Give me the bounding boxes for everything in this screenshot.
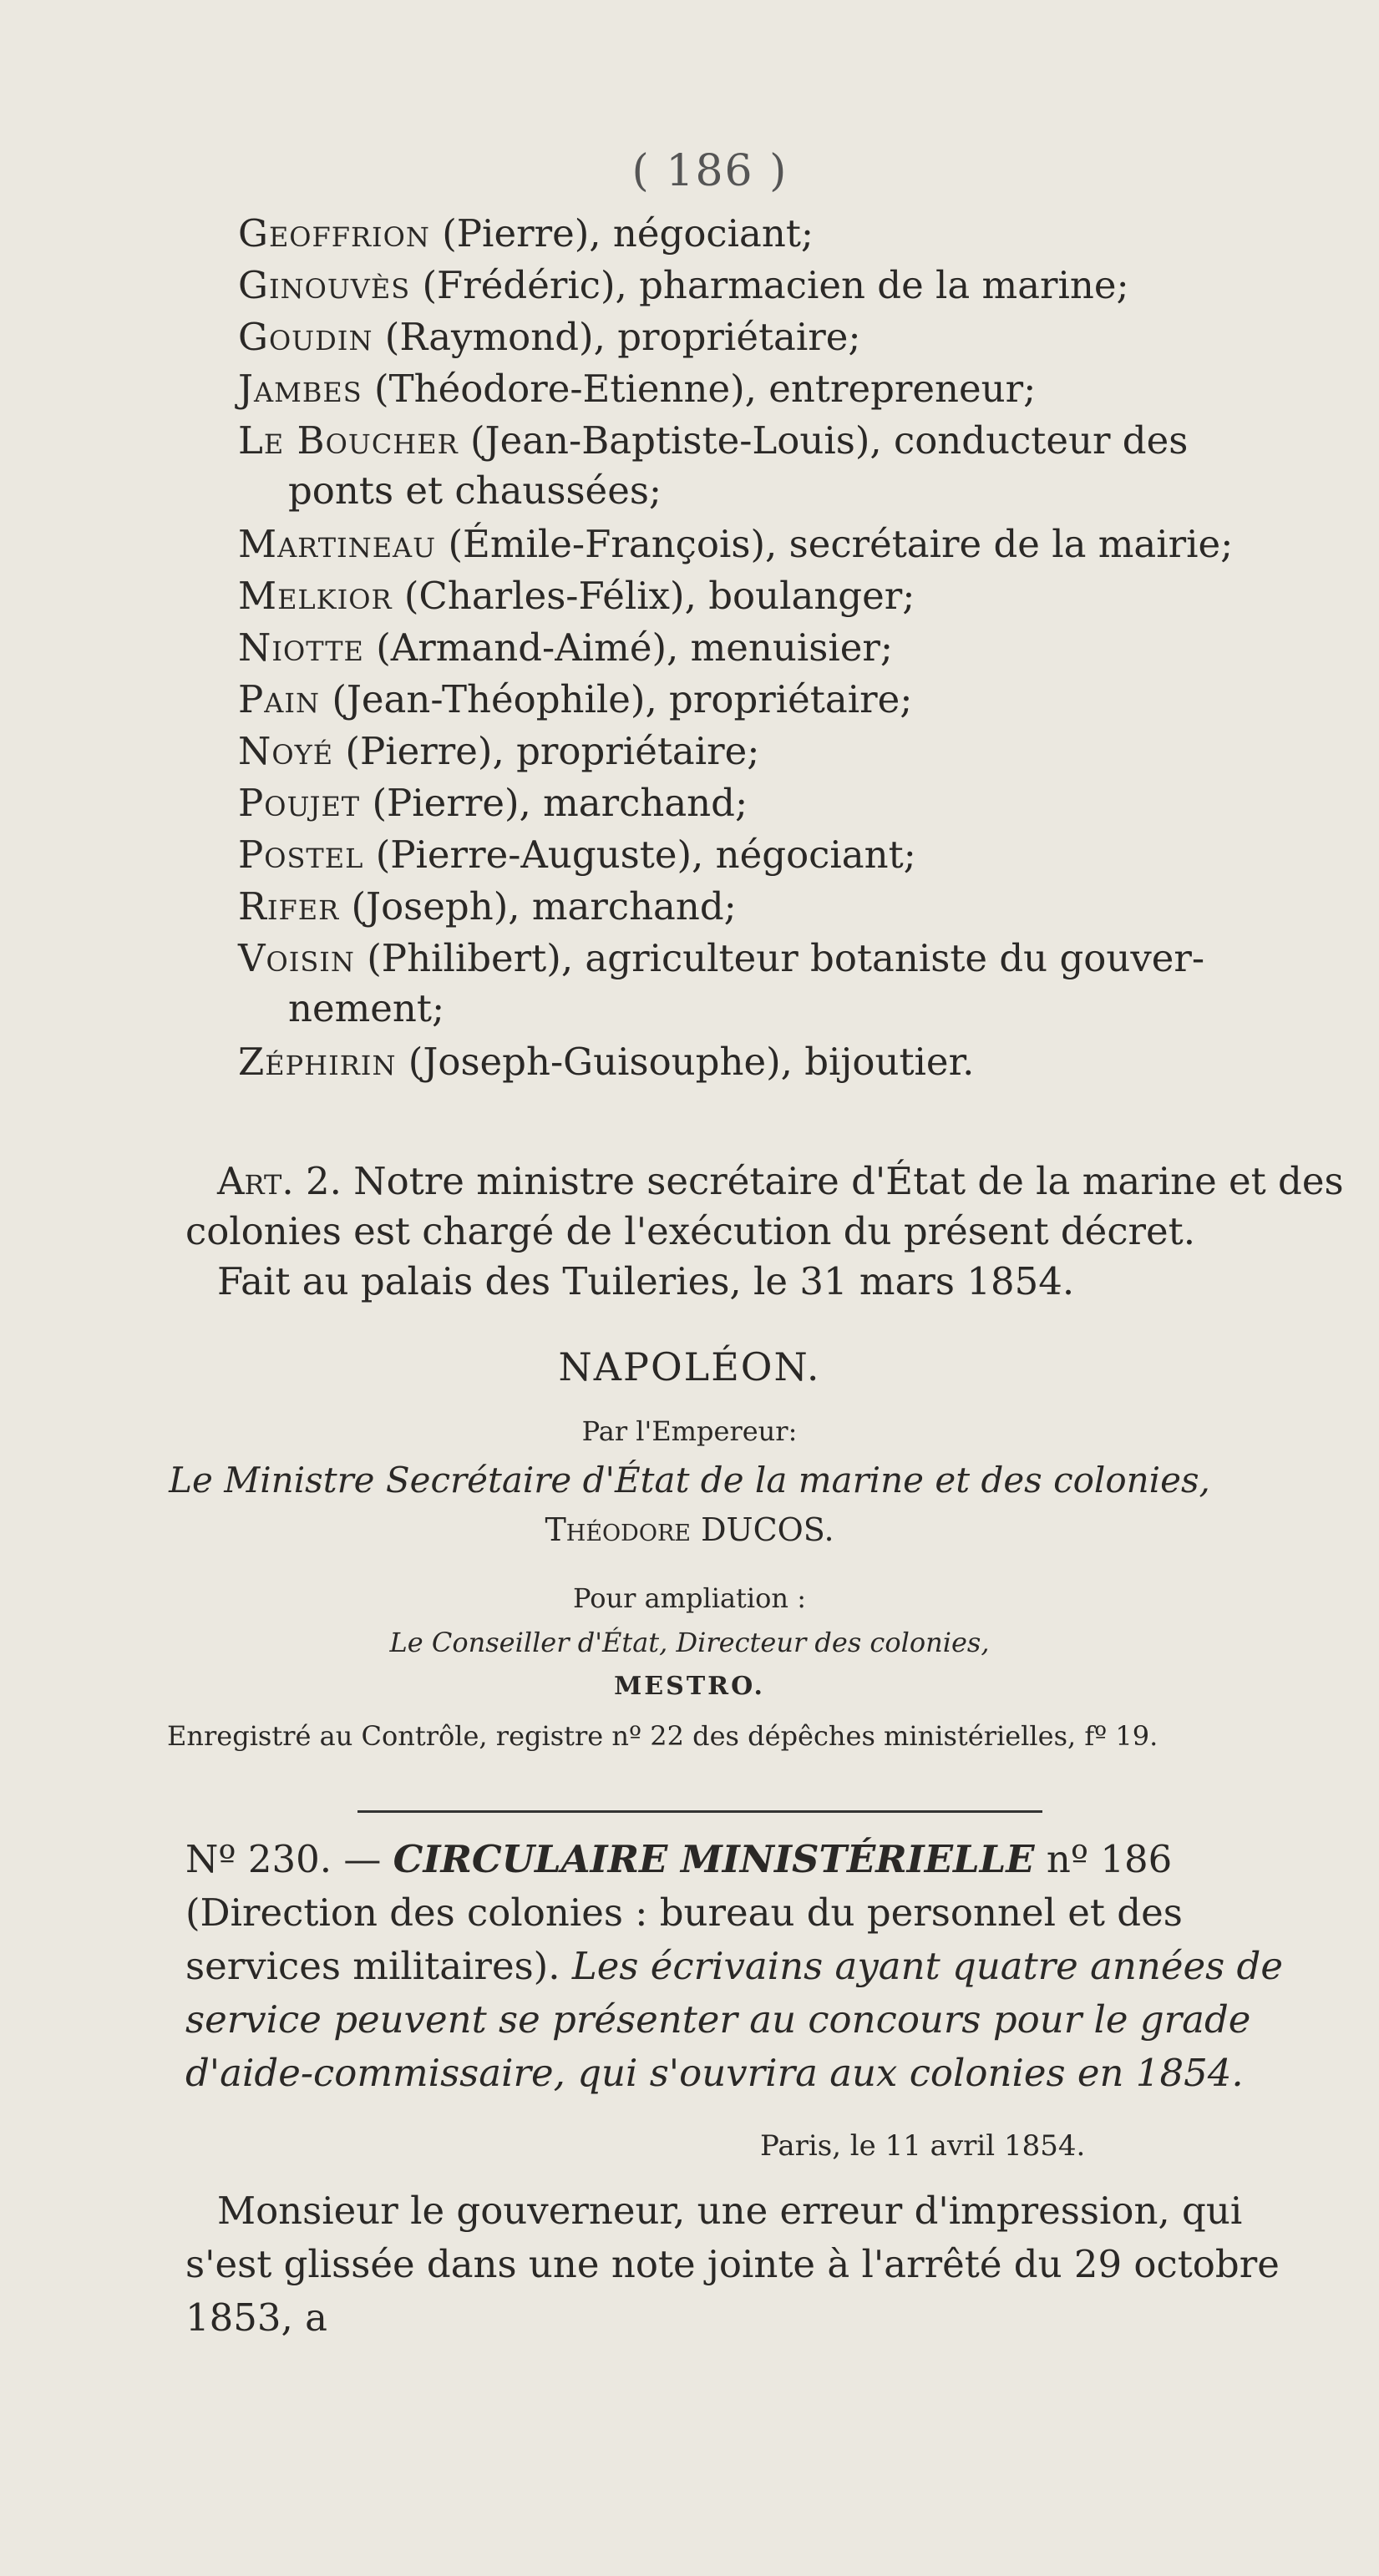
member-name: Niotte: [238, 625, 364, 670]
member-name: Goudin: [238, 315, 373, 359]
member-entry: [238, 1037, 974, 1087]
member-entry: [238, 416, 1341, 516]
member-description: (Théodore-Etienne), entrepreneur;: [362, 367, 1037, 411]
member-entry: [238, 364, 1036, 414]
ampliation-title: Le Conseiller d'État, Directeur des colonies,: [389, 1627, 990, 1658]
member-name: Pain: [238, 677, 321, 721]
member-name: Geoffrion: [238, 211, 430, 256]
member-name: Poujet: [238, 781, 361, 825]
member-description: (Charles-Félix), boulanger;: [392, 574, 915, 618]
member-name: Rifer: [238, 884, 340, 929]
member-description: (Jean-Théophile), propriétaire;: [320, 677, 913, 721]
member-name: Jambes: [238, 367, 362, 411]
member-description: (Jean-Baptiste-Louis), conducteur des: [458, 418, 1189, 463]
member-entry: [238, 778, 748, 828]
member-name: Noyé: [238, 729, 334, 773]
registry-line: Enregistré au Contrôle, registre nº 22 des dépêches ministérielles, fº 19.: [167, 1720, 1158, 1752]
member-description-continued: ponts et chaussées;: [288, 468, 662, 513]
dateline: Paris, le 11 avril 1854.: [760, 2129, 1086, 2163]
member-entry: [238, 312, 861, 362]
member-entry: [238, 934, 1341, 1034]
member-description: (Émile-François), secrétaire de la mairie;: [436, 522, 1234, 566]
member-name: Martineau: [238, 522, 437, 566]
signature-by: Par l'Empereur:: [581, 1415, 798, 1447]
article-2-line-1: [217, 1156, 1344, 1207]
member-entry: [238, 830, 916, 880]
member-description: (Pierre), propriétaire;: [333, 729, 760, 773]
member-entry: [238, 261, 1129, 311]
member-description: (Pierre-Auguste), négociant;: [363, 833, 916, 877]
letter-opening: [185, 2184, 1338, 2345]
member-name: Ginouvès: [238, 263, 411, 307]
member-name: Postel: [238, 833, 364, 877]
member-description: (Frédéric), pharmacien de la marine;: [410, 263, 1129, 307]
member-name: Le Boucher: [238, 418, 459, 463]
member-entry: [238, 726, 759, 777]
member-entry: [238, 882, 737, 932]
minister-name: [0, 1511, 1379, 1548]
member-description: (Raymond), propriétaire;: [373, 315, 861, 359]
member-name: Zéphirin: [238, 1040, 397, 1084]
member-description: (Joseph), marchand;: [339, 884, 737, 929]
member-description: (Pierre), négociant;: [429, 211, 814, 256]
minister-last-name: DUCOS.: [691, 1511, 834, 1548]
member-description: (Joseph-Guisouphe), bijoutier.: [396, 1040, 975, 1084]
circular-reference: nº 186 (Direction des colonies : bureau du personnel et des services militaires).: [185, 1837, 1183, 1988]
member-entry: [238, 519, 1233, 569]
member-entry: [238, 623, 893, 673]
ampliation-name: MESTRO.: [614, 1672, 765, 1701]
signature-napoleon: NAPOLÉON.: [558, 1344, 821, 1389]
member-description: (Armand-Aimé), menuisier;: [363, 625, 894, 670]
member-description: (Pierre), marchand;: [360, 781, 748, 825]
member-description-continued: nement;: [288, 986, 445, 1030]
page-number: ( 186 ): [631, 146, 788, 196]
member-name: Melkior: [238, 574, 393, 618]
member-entry: [238, 571, 915, 621]
article-2-line-2: colonies est chargé de l'exécution du présent décret.: [185, 1209, 1196, 1253]
circular-title: CIRCULAIRE MINISTÉRIELLE: [393, 1837, 1035, 1881]
minister-title: Le Ministre Secrétaire d'État de la marine et des colonies,: [169, 1460, 1210, 1501]
member-description: (Philibert), agriculteur botaniste du gouver-: [354, 936, 1205, 980]
member-entry: [238, 209, 814, 259]
fait-line: Fait au palais des Tuileries, le 31 mars 1854.: [217, 1259, 1075, 1303]
letter-text: Monsieur le gouverneur, une erreur d'impression, qui s'est glissée dans une note jointe à l'arrêté du 29 octobre 1853, a: [185, 2189, 1280, 2340]
section-divider: [357, 1810, 1042, 1813]
ampliation-label: Pour ampliation :: [573, 1582, 806, 1614]
member-name: Voisin: [238, 936, 355, 980]
circular-number: Nº 230. —: [185, 1837, 393, 1881]
article-2-lead: Art. 2.: [217, 1159, 342, 1203]
member-entry: [238, 675, 912, 725]
circular-subject: Les écrivains ayant quatre années de service peuvent se présenter au concours pour le grade d'aide-commissaire, qui s'ouvrira aux colonies en 1854.: [185, 1944, 1283, 2095]
minister-first-name: Théodore: [545, 1511, 691, 1548]
circular-header: [185, 1833, 1321, 2100]
article-2-text-1: Notre ministre secrétaire d'État de la marine et des: [341, 1159, 1344, 1203]
